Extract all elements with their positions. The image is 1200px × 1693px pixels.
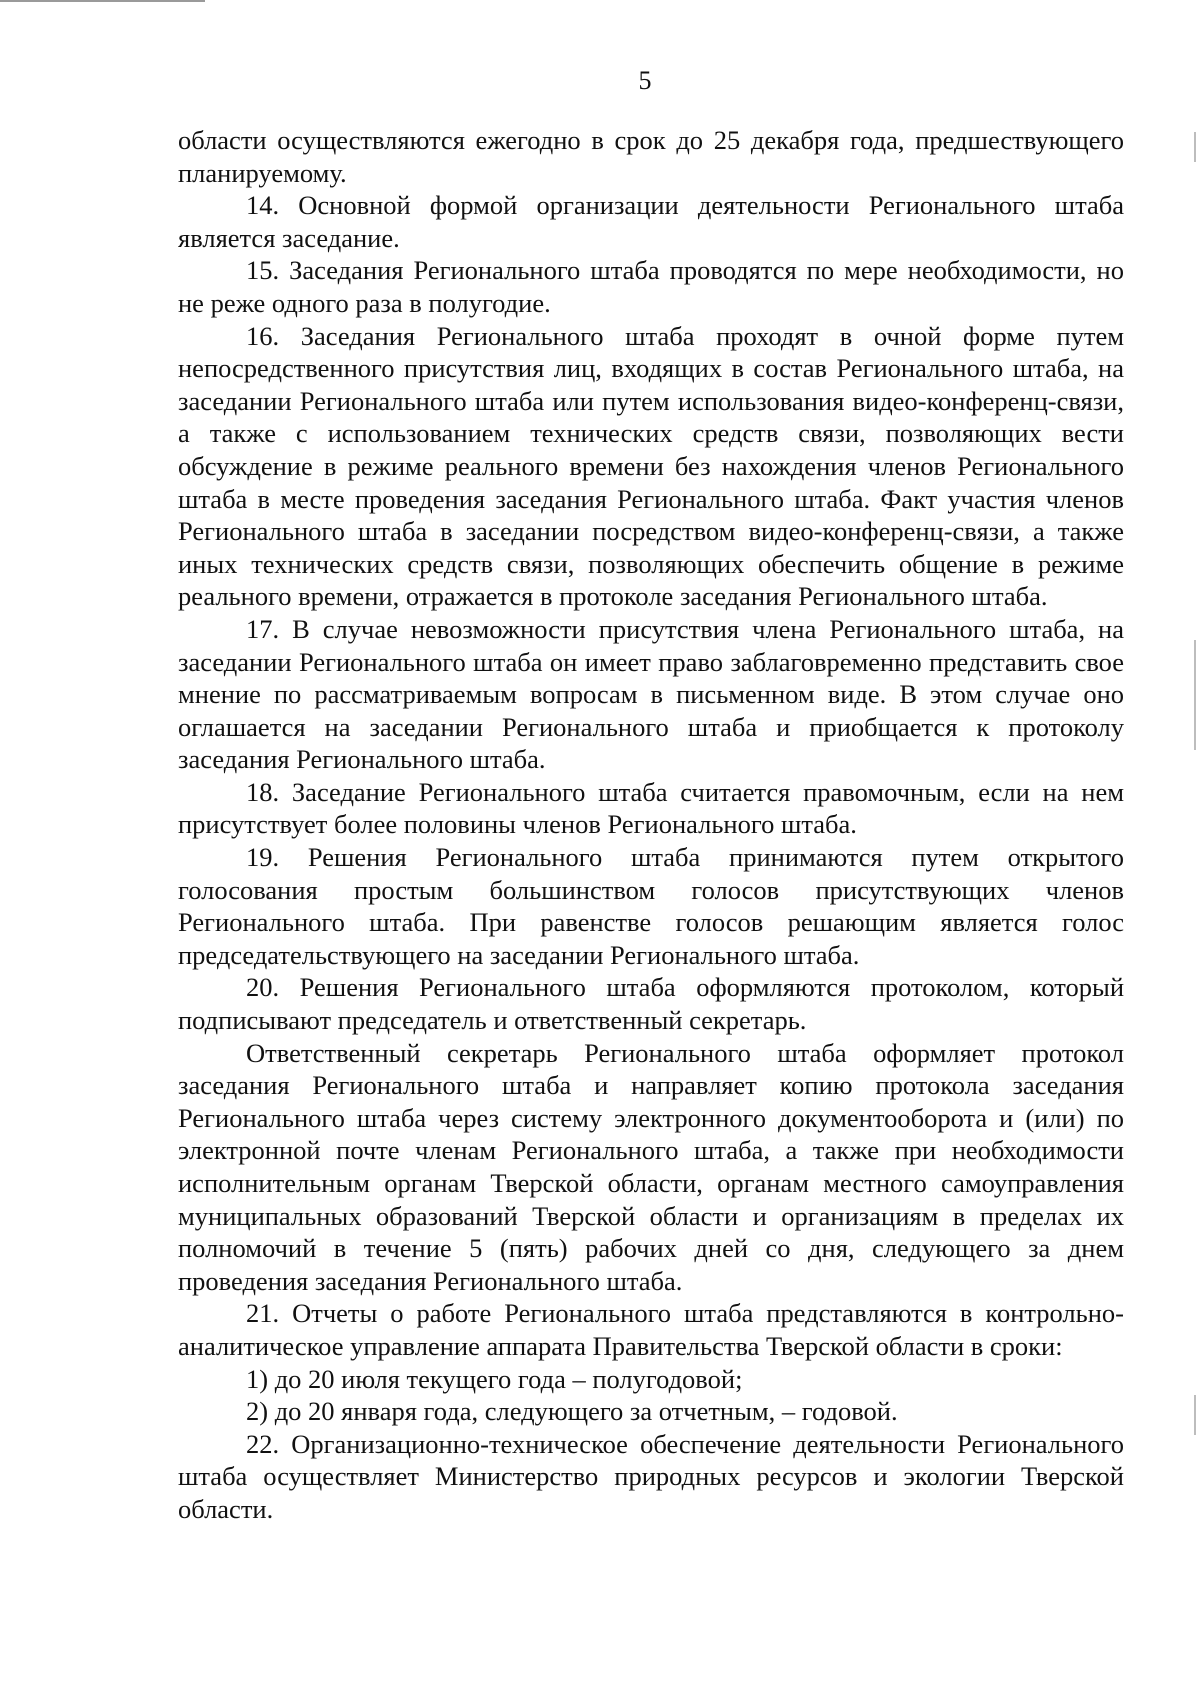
list-item-deadline-2: 2) до 20 января года, следующего за отчетным, – годовой.	[246, 1396, 898, 1427]
list-item-deadline-1: 1) до 20 июля текущего года – полугодовой;	[246, 1363, 743, 1394]
paragraph-item-15: 15. Заседания Регионального штаба проводятся по мере необходимости, но не реже одного раза в полугодие.	[178, 255, 1124, 318]
paragraph-item-17: 17. В случае невозможности присутствия члена Регионального штаба, на заседании Регионального штаба он имеет право заблаговременно представить свое мнение по рассматриваемым вопросам в письменном виде. В этом случае оно оглашается на заседании Регионального штаба и приобщается к протоколу заседания Регионального штаба.	[178, 613, 1124, 775]
paragraph-item-18: 18. Заседание Регионального штаба считается правомочным, если на нем присутствует более половины членов Регионального штаба.	[178, 776, 1124, 840]
scan-margin-mark	[1194, 132, 1196, 162]
paragraph-item-19: 19. Решения Регионального штаба принимаются путем открытого голосования простым большинством голосов присутствующих членов Регионального штаба. При равенстве голосов решающим является голос председательствующего на заседании Регионального штаба.	[178, 842, 1124, 970]
scan-edge-line	[0, 0, 205, 2]
document-body	[178, 124, 1124, 1526]
scan-margin-mark	[1194, 1395, 1196, 1435]
paragraph-continuation: области осуществляются ежегодно в срок до 25 декабря года, предшествующего планируемому.	[178, 125, 1124, 188]
paragraph-item-16: 16. Заседания Регионального штаба проходят в очной форме путем непосредственного присутствия лиц, входящих в состав Регионального штаба, на заседании Регионального штаба или путем использования видео-конференц-связи, а также с использованием технических средств связи, позволяющих вести обсуждение в режиме реального времени без нахождения членов Регионального штаба в месте проведения заседания Регионального штаба. Факт участия членов Регионального штаба в заседании посредством видео-конференц-связи, а также иных технических средств связи, позволяющих обеспечить общение в режиме реального времени, отражается в протоколе заседания Регионального штаба.	[178, 320, 1124, 612]
paragraph-item-14: 14. Основной формой организации деятельности Регионального штаба является заседание.	[178, 190, 1124, 253]
paragraph-item-22: 22. Организационно-техническое обеспечение деятельности Регионального штаба осуществляет Министерство природных ресурсов и экологии Тверской области.	[178, 1428, 1124, 1524]
paragraph-item-21: 21. Отчеты о работе Регионального штаба представляются в контрольно-аналитическое управление аппарата Правительства Тверской области в сроки:	[178, 1298, 1124, 1361]
scan-margin-mark	[1194, 640, 1196, 750]
page-number: 5	[638, 66, 652, 95]
paragraph-secretary-duties: Ответственный секретарь Регионального штаба оформляет протокол заседания Регионального штаба и направляет копию протокола заседания Регионального штаба через систему электронного документооборота и (или) по электронной почте членам Регионального штаба, а также при необходимости исполнительным органам Тверской области, органам местного самоуправления муниципальных образований Тверской области и организациям в пределах их полномочий в течение 5 (пять) рабочих дней со дня, следующего за днем проведения заседания Регионального штаба.	[178, 1037, 1124, 1296]
paragraph-item-20: 20. Решения Регионального штаба оформляются протоколом, который подписывают председатель и ответственный секретарь.	[178, 972, 1124, 1036]
